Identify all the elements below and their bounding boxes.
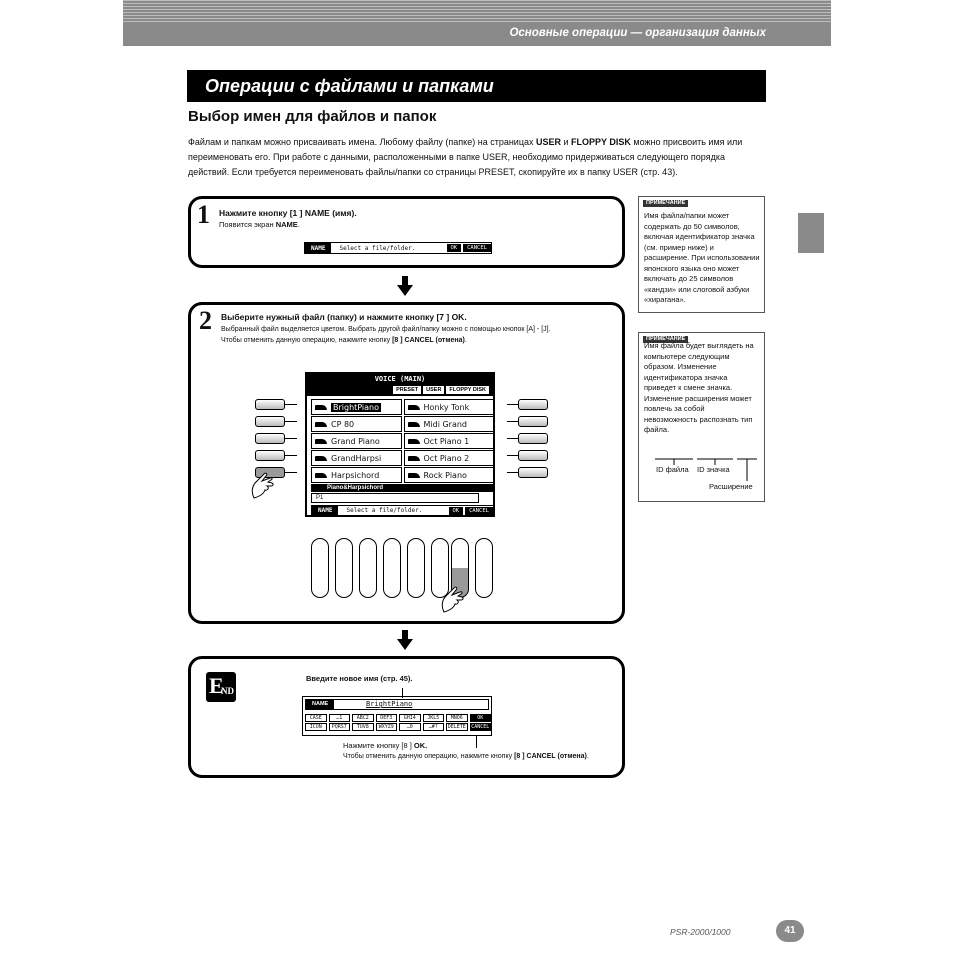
voice-list <box>311 399 494 483</box>
voice-item-f[interactable]: Honky Tonk <box>404 399 495 415</box>
key-cancel[interactable]: CANCEL <box>471 724 490 730</box>
note-2-body: Имя файла будет выглядеть на компьютере следующим образом. Изменение идентификатора значка приведет к смене значка. Изменение расширения может повлечь за собой невозможность распознать тип файла. <box>644 341 754 434</box>
subsection-title: Выбор имен для файлов и папок <box>188 108 437 125</box>
voice-item-e[interactable]: Harpsichord <box>311 467 402 483</box>
page-number: 41 <box>776 920 804 942</box>
step-1-title: Нажмите кнопку [1 ] NAME (имя). <box>219 208 357 218</box>
name-value[interactable]: BrightPiano <box>366 700 413 708</box>
voice-item-d[interactable]: GrandHarpsi <box>311 450 402 466</box>
number-button-3[interactable] <box>359 538 377 598</box>
ok-button[interactable]: OK <box>447 244 462 252</box>
button-f[interactable] <box>518 399 548 410</box>
key-ok[interactable]: OK <box>470 714 492 722</box>
end-label-top: Введите новое имя (стр. 45). <box>306 674 413 683</box>
tab-floppy[interactable]: FLOPPY DISK <box>446 386 489 394</box>
screen-name-bar <box>311 505 494 516</box>
button-j[interactable] <box>518 467 548 478</box>
cancel-button[interactable]: CANCEL <box>465 507 493 515</box>
screen-title: VOICE (MAIN) <box>307 374 493 384</box>
key-jkl5[interactable]: JKL5 <box>423 714 445 722</box>
name-tag: NAME <box>305 243 331 253</box>
down-arrow-icon <box>397 630 413 650</box>
key-tuv8[interactable]: TUV8 <box>352 723 374 731</box>
label-icon-id: ID значка <box>697 465 730 474</box>
step-2-number: 2 <box>199 306 212 335</box>
button-a[interactable] <box>255 399 285 410</box>
note-1-body: Имя файла/папки может содержать до 50 символов, включая идентификатор значка (см. пример ниже) и расширение. При использовании японского языка оно может включать до 25 символов «кандзи» или слоговой азбуки «хирагана». <box>644 211 760 304</box>
key-0[interactable]: …0 <box>399 723 421 731</box>
name-entry-panel <box>302 696 492 736</box>
voice-item-a[interactable]: BrightPiano <box>311 399 402 415</box>
label-extension: Расширение <box>709 482 753 491</box>
chapter-tab <box>798 213 824 253</box>
number-button-4[interactable] <box>383 538 401 598</box>
step-2-desc-1: Выбранный файл выделяется цветом. Выбрать другой файл/папку можно с помощью кнопок [A] - [J]. <box>221 326 551 333</box>
button-d[interactable] <box>255 450 285 461</box>
name-dialog-bar <box>304 242 492 254</box>
header-band <box>123 0 831 46</box>
number-button-2[interactable] <box>335 538 353 598</box>
piano-icon <box>315 405 327 410</box>
note-2-head: ПРИМЕЧАНИЕ <box>643 336 688 343</box>
down-arrow-icon <box>397 276 413 296</box>
button-c[interactable] <box>255 433 285 444</box>
piano-icon <box>408 456 420 461</box>
button-i[interactable] <box>518 450 548 461</box>
key-abc2[interactable]: ABC2 <box>352 714 374 722</box>
voice-item-h[interactable]: Oct Piano 1 <box>404 433 495 449</box>
end-label-cancel: Чтобы отменить данную операцию, нажмите кнопку [8 ] CANCEL (отмена). <box>343 753 589 760</box>
voice-item-c[interactable]: Grand Piano <box>311 433 402 449</box>
key-delete[interactable]: DELETE <box>447 724 466 730</box>
note-1-head: ПРИМЕЧАНИЕ <box>643 200 688 207</box>
note-2 <box>638 332 765 502</box>
step-1-box <box>188 196 625 268</box>
ok-button[interactable]: OK <box>449 507 464 515</box>
cancel-button[interactable]: CANCEL <box>463 244 491 252</box>
end-badge: E ND <box>206 672 236 702</box>
voice-item-b[interactable]: CP 80 <box>311 416 402 432</box>
key-case[interactable]: CASE <box>305 714 327 722</box>
lcd-message: Select a file/folder. <box>346 507 423 514</box>
button-b[interactable] <box>255 416 285 427</box>
key-mno6[interactable]: MNO6 <box>446 714 468 722</box>
piano-icon <box>408 405 420 410</box>
key-ghi4[interactable]: GHI4 <box>399 714 421 722</box>
number-button-8[interactable] <box>475 538 493 598</box>
running-title: Основные операции — организация данных <box>509 27 766 39</box>
key-pqrs7[interactable]: PQRS7 <box>329 723 351 731</box>
step-2-desc-2: Чтобы отменить данную операцию, нажмите кнопку [8 ] CANCEL (отмена). <box>221 337 467 344</box>
note-1 <box>638 196 765 313</box>
section-title: Операции с файлами и папками <box>205 76 494 96</box>
voice-item-j[interactable]: Rock Piano <box>404 467 495 483</box>
label-file-id: ID файла <box>656 465 689 474</box>
voice-item-i[interactable]: Oct Piano 2 <box>404 450 495 466</box>
step-1-number: 1 <box>197 200 210 229</box>
name-tag: NAME <box>312 506 338 515</box>
piano-icon <box>315 439 327 444</box>
voice-item-g[interactable]: Midi Grand <box>404 416 495 432</box>
voice-screen <box>305 372 495 517</box>
piano-icon <box>315 422 327 427</box>
name-tag: NAME <box>306 700 334 709</box>
piano-icon <box>408 439 420 444</box>
model-name: PSR-2000/1000 <box>670 927 731 937</box>
piano-icon <box>315 473 327 478</box>
key-icon[interactable]: ICON <box>305 723 327 731</box>
key-wxyz9[interactable]: WXYZ9 <box>376 723 398 731</box>
step-2-title: Выберите нужный файл (папку) и нажмите кнопку [7 ] OK. <box>221 312 467 322</box>
pointing-hand-icon <box>250 470 276 500</box>
intro-paragraph: Файлам и папкам можно присваивать имена. Любому файлу (папке) на страницах USER и FLOPPY DISK можно присвоить имя или переименовать его. При работе с данными, расположенными в папке USER, необходимо придерживаться следующего порядка действий. Если требуется переименовать файлы/папки со страницы PRESET, скопируйте их в папку USER (стр. 43). <box>188 137 743 177</box>
keypad <box>305 714 491 731</box>
key-symbols[interactable]: …#? <box>423 723 445 731</box>
tab-preset[interactable]: PRESET <box>393 386 421 394</box>
piano-icon <box>408 473 420 478</box>
key-1[interactable]: …1 <box>329 714 351 722</box>
pointing-hand-icon <box>440 584 466 614</box>
number-button-1[interactable] <box>311 538 329 598</box>
tab-bar <box>307 384 493 396</box>
piano-icon <box>315 456 327 461</box>
piano-icon <box>408 422 420 427</box>
key-def3[interactable]: DEF3 <box>376 714 398 722</box>
tab-user[interactable]: USER <box>423 386 444 394</box>
lcd-message: Select a file/folder. <box>339 244 416 252</box>
step-1-desc: Появится экран NAME. <box>219 220 300 229</box>
page-indicator: P1 <box>311 493 479 503</box>
number-button-5[interactable] <box>407 538 425 598</box>
button-g[interactable] <box>518 416 548 427</box>
button-h[interactable] <box>518 433 548 444</box>
folder-path: Piano&Harpsichord <box>311 484 494 492</box>
end-label-ok: Нажмите кнопку [8 ] OK. <box>343 741 428 750</box>
